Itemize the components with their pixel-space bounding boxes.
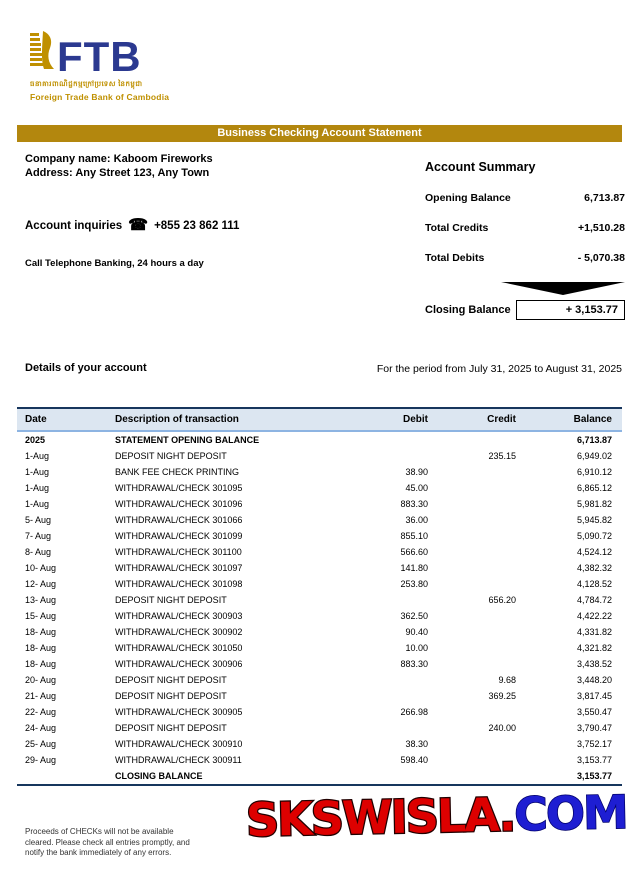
cell-date: 20- Aug (25, 675, 57, 685)
table-row (17, 768, 622, 785)
ftb-logo-icon (30, 30, 54, 77)
cell-description: WITHDRAWAL/CHECK 301098 (115, 579, 243, 589)
telephone-banking-note: Call Telephone Banking, 24 hours a day (25, 258, 204, 269)
cell-description: WITHDRAWAL/CHECK 301099 (115, 531, 243, 541)
transactions-table (17, 407, 622, 786)
watermark (245, 785, 627, 847)
table-row (17, 688, 622, 704)
table-row (17, 752, 622, 768)
closing-balance-label: Closing Balance (425, 304, 511, 316)
cell-description: CLOSING BALANCE (115, 771, 203, 781)
table-row (17, 656, 622, 672)
cell-credit (442, 752, 530, 768)
cell-debit: 141.80 (400, 563, 428, 573)
cell-description: STATEMENT OPENING BALANCE (115, 435, 260, 445)
table-row (17, 576, 622, 592)
table-row (17, 512, 622, 528)
cell-date: 5- Aug (25, 515, 52, 525)
cell-debit: 45.00 (405, 483, 428, 493)
column-header-balance: Balance (530, 408, 622, 431)
table-row (17, 608, 622, 624)
disclaimer-line: Proceeds of CHECKs will not be available (25, 827, 174, 836)
cell-credit (442, 608, 530, 624)
cell-balance: 4,382.32 (576, 563, 612, 573)
cell-credit (442, 496, 530, 512)
summary-label: Total Debits (425, 252, 485, 264)
cell-balance: 3,153.77 (576, 755, 612, 765)
cell-balance: 3,752.17 (576, 739, 612, 749)
logo-acronym: FTB (57, 33, 142, 80)
cell-credit (442, 656, 530, 672)
column-header-description: Description of transaction (107, 408, 357, 431)
cell-description: WITHDRAWAL/CHECK 300902 (115, 627, 243, 637)
table-row (17, 448, 622, 464)
cell-debit: 566.60 (400, 547, 428, 557)
cell-credit: 369.25 (488, 691, 516, 701)
table-row (17, 720, 622, 736)
cell-balance: 3,153.77 (576, 771, 612, 781)
cell-balance: 3,790.47 (576, 723, 612, 733)
cell-description: DEPOSIT NIGHT DEPOSIT (115, 595, 227, 605)
cell-credit (442, 528, 530, 544)
statement-period: For the period from July 31, 2025 to August 31, 2025 (376, 363, 622, 375)
cell-date: 29- Aug (25, 755, 57, 765)
cell-balance: 5,945.82 (576, 515, 612, 525)
table-row (17, 640, 622, 656)
cell-credit: 235.15 (488, 451, 516, 461)
company-address-line: Address: Any Street 123, Any Town (25, 167, 210, 179)
cell-date: 25- Aug (25, 739, 57, 749)
cell-description: DEPOSIT NIGHT DEPOSIT (115, 675, 227, 685)
cell-credit (442, 768, 530, 785)
cell-debit: 598.40 (400, 755, 428, 765)
account-summary (425, 160, 625, 320)
cell-balance: 4,784.72 (576, 595, 612, 605)
cell-balance: 3,817.45 (576, 691, 612, 701)
summary-value: - 5,070.38 (577, 252, 625, 264)
watermark-primary: SKSWISLA. (245, 787, 515, 847)
telephone-icon: ☎ (128, 217, 149, 234)
logo-subtitle: Foreign Trade Bank of Cambodia (30, 92, 170, 102)
cell-date: 2025 (25, 435, 46, 445)
summary-value: 6,713.87 (584, 192, 625, 204)
cell-date: 15- Aug (25, 611, 57, 621)
ftb-logo (30, 30, 169, 102)
cell-description: WITHDRAWAL/CHECK 300906 (115, 659, 243, 669)
down-triangle-icon (501, 282, 625, 295)
account-inquiries (25, 219, 239, 233)
cell-date: 18- Aug (25, 659, 57, 669)
cell-credit: 9.68 (498, 675, 516, 685)
table-row (17, 464, 622, 480)
cell-date: 21- Aug (25, 691, 57, 701)
cell-debit: 10.00 (405, 643, 428, 653)
column-header-credit: Credit (442, 408, 530, 431)
cell-date: 1-Aug (25, 483, 50, 493)
table-row (17, 672, 622, 688)
cell-balance: 4,321.82 (576, 643, 612, 653)
cell-credit (442, 431, 530, 448)
cell-credit: 656.20 (488, 595, 516, 605)
cell-debit (357, 720, 442, 736)
cell-debit: 38.30 (405, 739, 428, 749)
cell-date: 1-Aug (25, 499, 50, 509)
cell-description: WITHDRAWAL/CHECK 300903 (115, 611, 243, 621)
company-name-line: Company name: Kaboom Fireworks (25, 153, 213, 165)
cell-description: WITHDRAWAL/CHECK 300911 (115, 755, 242, 765)
cell-description: WITHDRAWAL/CHECK 300910 (115, 739, 243, 749)
cell-balance: 4,524.12 (576, 547, 612, 557)
cell-balance: 3,448.20 (576, 675, 612, 685)
cell-credit: 240.00 (488, 723, 516, 733)
cell-date: 18- Aug (25, 627, 57, 637)
cell-debit: 855.10 (400, 531, 428, 541)
disclaimer-line: notify the bank immediately of any errors. (25, 848, 172, 857)
summary-label: Total Credits (425, 222, 489, 234)
table-row (17, 431, 622, 448)
details-heading: Details of your account (25, 362, 147, 374)
cell-balance: 5,090.72 (576, 531, 612, 541)
account-summary-title: Account Summary (425, 160, 536, 174)
cell-date: 24- Aug (25, 723, 57, 733)
cell-debit: 38.90 (405, 467, 428, 477)
inquiries-label: Account inquiries (25, 220, 123, 232)
summary-row-total-debits (425, 252, 625, 264)
cell-debit: 36.00 (405, 515, 428, 525)
cell-debit (357, 592, 442, 608)
logo-khmer-text: ធនាគារពាណិជ្ជកម្មក្រៅប្រទេស នៃកម្ពុជា (30, 81, 143, 88)
checks-disclaimer (25, 827, 190, 859)
transactions-body (17, 431, 622, 785)
cell-credit (442, 512, 530, 528)
cell-balance: 3,550.47 (576, 707, 612, 717)
cell-description: DEPOSIT NIGHT DEPOSIT (115, 691, 227, 701)
cell-credit (442, 576, 530, 592)
cell-description: WITHDRAWAL/CHECK 301066 (115, 515, 243, 525)
table-row (17, 624, 622, 640)
cell-date: 12- Aug (25, 579, 57, 589)
cell-debit: 90.40 (405, 627, 428, 637)
cell-date: 22- Aug (25, 707, 57, 717)
statement-title-bar: Business Checking Account Statement (17, 125, 622, 142)
table-row (17, 480, 622, 496)
closing-balance-row (425, 300, 625, 320)
cell-description: BANK FEE CHECK PRINTING (115, 467, 240, 477)
column-header-debit: Debit (357, 408, 442, 431)
cell-debit: 883.30 (400, 499, 428, 509)
cell-credit (442, 544, 530, 560)
cell-balance: 6,949.02 (576, 451, 612, 461)
cell-description: WITHDRAWAL/CHECK 301095 (115, 483, 243, 493)
cell-balance: 3,438.52 (576, 659, 612, 669)
cell-balance: 6,910.12 (576, 467, 612, 477)
cell-balance: 6,865.12 (576, 483, 612, 493)
cell-date: 10- Aug (25, 563, 57, 573)
cell-debit: 883.30 (400, 659, 428, 669)
summary-row-opening-balance (425, 192, 625, 204)
cell-date: 1-Aug (25, 451, 50, 461)
disclaimer-line: cleared. Please check all entries promptly, and (25, 837, 190, 847)
summary-label: Opening Balance (425, 192, 511, 204)
transactions-table-header (17, 408, 622, 431)
cell-description: WITHDRAWAL/CHECK 301097 (115, 563, 243, 573)
table-row (17, 528, 622, 544)
cell-date (17, 768, 107, 785)
table-row (17, 704, 622, 720)
table-row (17, 560, 622, 576)
cell-balance: 4,128.52 (576, 579, 612, 589)
cell-date: 18- Aug (25, 643, 57, 653)
cell-description: WITHDRAWAL/CHECK 301050 (115, 643, 243, 653)
cell-debit (357, 431, 442, 448)
closing-balance-value: + 3,153.77 (516, 300, 625, 320)
table-row (17, 736, 622, 752)
cell-description: WITHDRAWAL/CHECK 301100 (115, 547, 242, 557)
cell-balance: 4,331.82 (576, 627, 612, 637)
watermark-secondary: COM (513, 785, 628, 842)
cell-credit (442, 736, 530, 752)
cell-debit (357, 768, 442, 785)
cell-description: WITHDRAWAL/CHECK 300905 (115, 707, 243, 717)
inquiries-phone-number: +855 23 862 111 (154, 220, 240, 232)
cell-debit: 266.98 (400, 707, 428, 717)
cell-balance: 4,422.22 (576, 611, 612, 621)
cell-balance: 6,713.87 (576, 435, 612, 445)
cell-debit (357, 448, 442, 464)
cell-credit (442, 480, 530, 496)
company-info (25, 152, 213, 180)
cell-credit (442, 624, 530, 640)
cell-date: 1-Aug (25, 467, 50, 477)
cell-credit (442, 464, 530, 480)
table-row (17, 496, 622, 512)
cell-description: WITHDRAWAL/CHECK 301096 (115, 499, 243, 509)
cell-date: 8- Aug (25, 547, 52, 557)
cell-description: DEPOSIT NIGHT DEPOSIT (115, 723, 227, 733)
cell-debit (357, 672, 442, 688)
cell-credit (442, 640, 530, 656)
table-row (17, 592, 622, 608)
summary-row-total-credits (425, 222, 625, 234)
cell-debit (357, 688, 442, 704)
cell-date: 13- Aug (25, 595, 57, 605)
column-header-date: Date (17, 408, 107, 431)
cell-balance: 5,981.82 (576, 499, 612, 509)
cell-debit: 362.50 (400, 611, 428, 621)
cell-description: DEPOSIT NIGHT DEPOSIT (115, 451, 227, 461)
table-row (17, 544, 622, 560)
cell-debit: 253.80 (400, 579, 428, 589)
cell-credit (442, 704, 530, 720)
summary-value: +1,510.28 (577, 222, 625, 234)
cell-credit (442, 560, 530, 576)
cell-date: 7- Aug (25, 531, 52, 541)
